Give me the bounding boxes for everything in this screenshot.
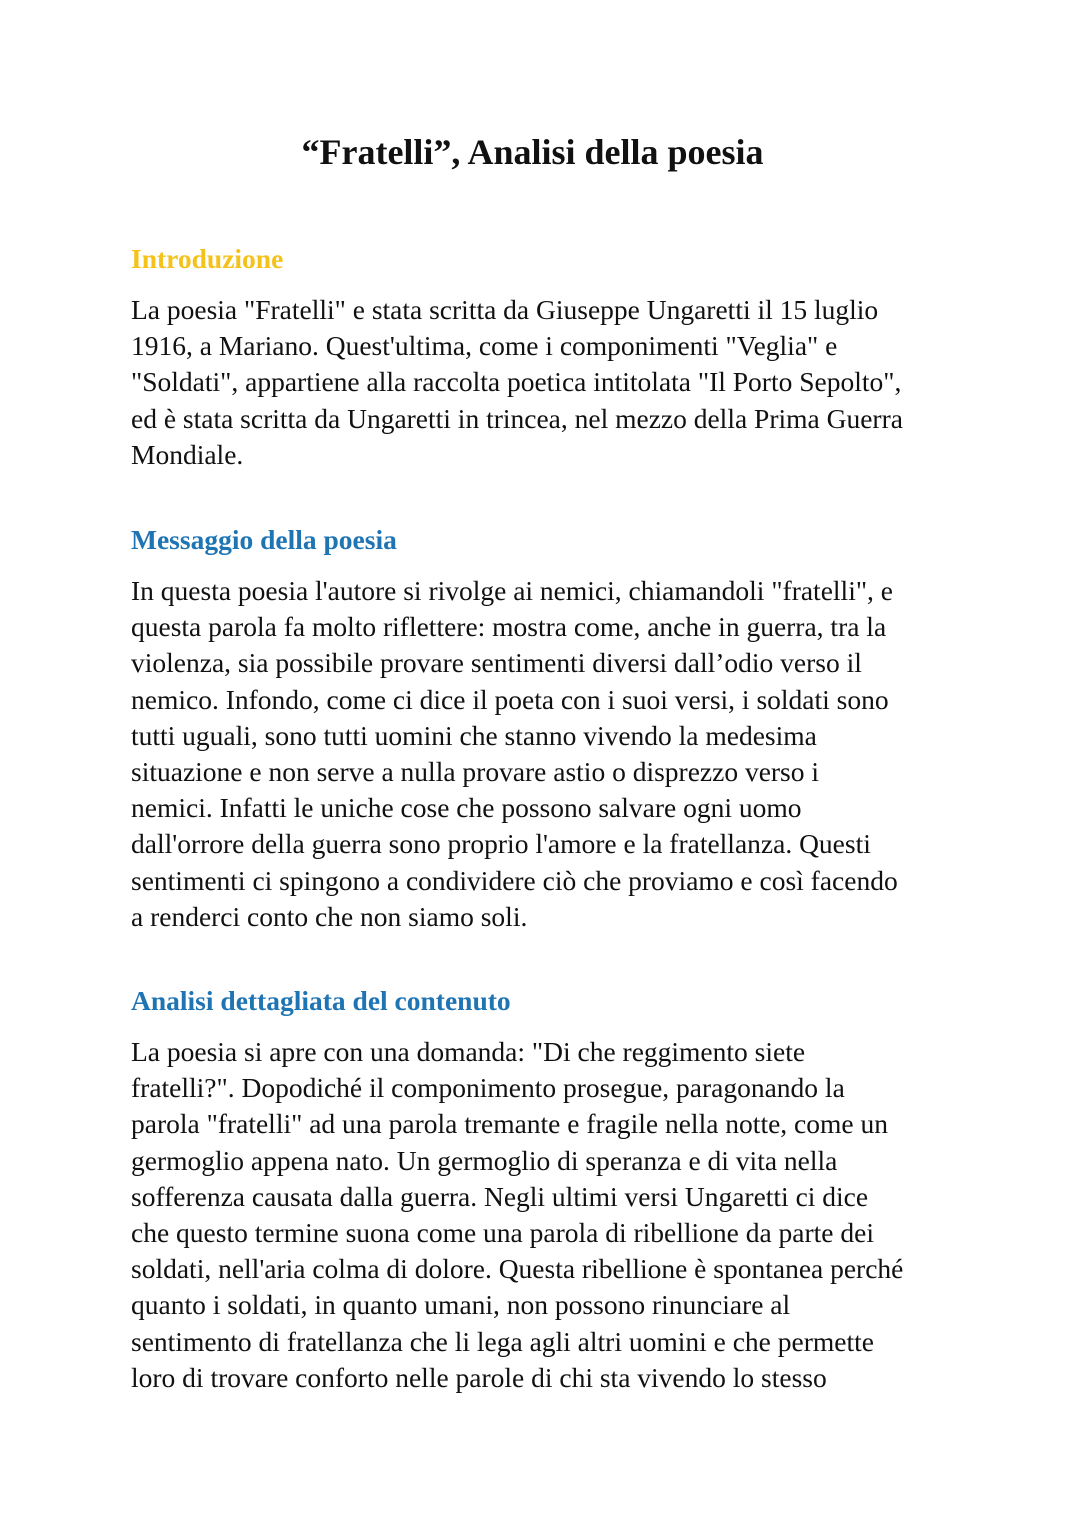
text-line: violenza, sia possibile provare sentimenti diversi dall’odio verso il [131,647,862,679]
text-line: 1916, a Mariano. Quest'ultima, come i componimenti "Veglia" e [131,330,838,362]
text-line: fratelli?". Dopodiché il componimento prosegue, paragonando la [131,1072,845,1104]
text-line: Mondiale. [131,438,244,470]
text-line: ed è stata scritta da Ungaretti in trincea, nel mezzo della Prima Guerra [131,402,903,434]
text-line: quanto i soldati, in quanto umani, non possono rinunciare al [131,1289,791,1321]
section-body-introduzione [131,292,961,473]
section-heading-messaggio: Messaggio della poesia [131,524,397,555]
text-line: loro di trovare conforto nelle parole di chi sta vivendo lo stesso [131,1361,827,1393]
text-line: tutti uguali, sono tutti uomini che stanno vivendo la medesima [131,719,817,751]
text-line: "Soldati", appartiene alla raccolta poetica intitolata "Il Porto Sepolto", [131,366,902,398]
text-line: sofferenza causata dalla guerra. Negli ultimi versi Ungaretti ci dice [131,1180,869,1212]
text-line: a renderci conto che non siamo soli. [131,900,528,932]
section-heading-introduzione: Introduzione [131,243,284,274]
text-line: germoglio appena nato. Un germoglio di speranza e di vita nella [131,1144,838,1176]
text-line: nemici. Infatti le uniche cose che possono salvare ogni uomo [131,792,802,824]
text-line: soldati, nell'aria colma di dolore. Questa ribellione è spontanea perché [131,1253,904,1285]
section-body-analisi [131,1034,961,1396]
text-line: parola "fratelli" ad una parola tremante e fragile nella notte, come un [131,1108,888,1140]
text-line: che questo termine suona come una parola di ribellione da parte dei [131,1217,874,1249]
text-line: In questa poesia l'autore si rivolge ai nemici, chiamandoli "fratelli", e [131,575,894,606]
section-body-messaggio [131,573,961,935]
text-line: situazione e non serve a nulla provare astio o disprezzo verso i [131,756,820,788]
text-line: dall'orrore della guerra sono proprio l'amore e la fratellanza. Questi [131,828,871,860]
section-heading-analisi: Analisi dettagliata del contenuto [131,985,511,1016]
text-line: La poesia si apre con una domanda: "Di che reggimento siete [131,1036,806,1067]
text-line: sentimenti ci spingono a condividere ciò che proviamo e così facendo [131,864,898,896]
page-title: “Fratelli”, Analisi della poesia [301,132,764,172]
text-line: sentimento di fratellanza che li lega agli altri uomini e che permette [131,1325,874,1357]
text-line: questa parola fa molto riflettere: mostra come, anche in guerra, tra la [131,611,887,643]
text-line: La poesia "Fratelli" e stata scritta da Giuseppe Ungaretti il 15 luglio [131,294,879,325]
text-line: nemico. Infondo, come ci dice il poeta con i suoi versi, i soldati sono [131,683,889,715]
